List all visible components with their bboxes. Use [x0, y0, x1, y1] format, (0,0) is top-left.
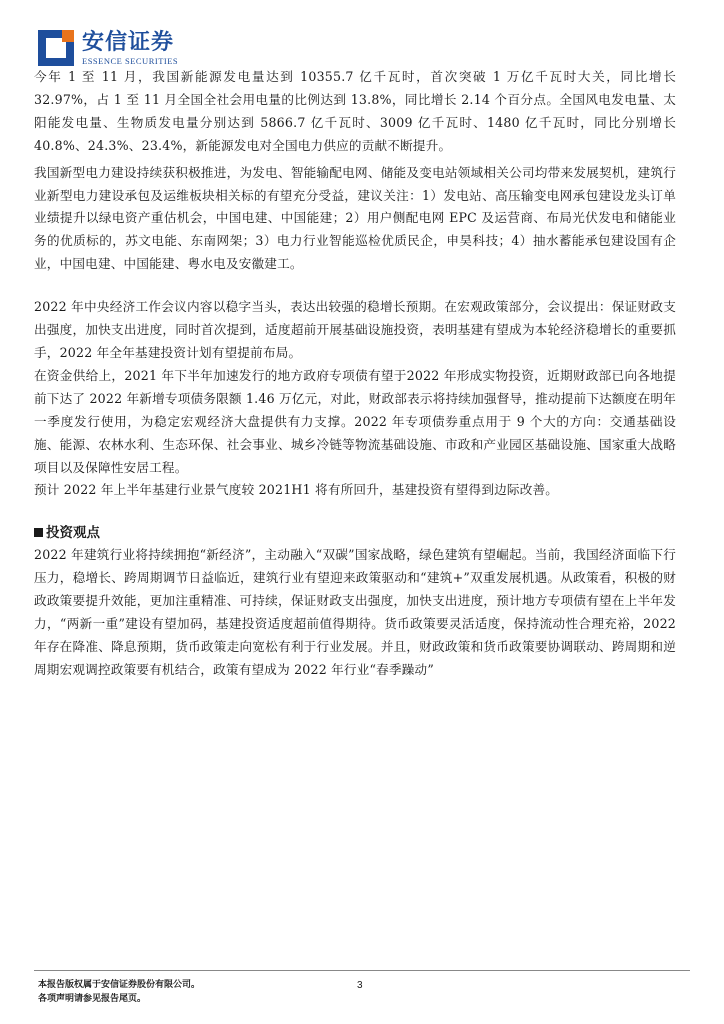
page-number: 3: [357, 980, 363, 991]
paragraph-forecast: 预计 2022 年上半年基建行业景气度较 2021H1 将有所回升，基建投资有望得到边际改善。: [34, 482, 559, 498]
logo-text: [82, 30, 178, 66]
company-logo: [38, 30, 178, 66]
footer-divider: [34, 970, 690, 971]
section-title: 投资观点: [46, 525, 100, 542]
square-bullet-icon: [34, 528, 43, 537]
logo-name-en: ESSENCE SECURITIES: [82, 56, 179, 66]
disclaimer-notice: 各项声明请参见报告尾页。: [38, 994, 147, 1004]
paragraph-investment-view: 2022 年建筑行业将持续拥抱“新经济”，主动融入“双碳”国家战略，绿色建筑有望崛起。当前，我国经济面临下行压力，稳增长、跨周期调节日益临近，建筑行业有望迎来政策驱动和“建筑+”双重发展机遇。从政策看，积极的财政政策要提升效能，更加注重精准、可持续，保证财政支出强度，加快支出进度，预计地方专项债有望在上半年发力，“两新一重”建设有望加码，基建投资适度超前值得期待。货币政策要灵活适度，保持流动性合理充裕，2022 年存在降准、降息预期，货币政策走向宽松有利于行业发展。并且，财政政策和货币政策要协调联动、跨周期和逆周期宏观调控政策要有机结合，政策有望成为 2022 年行业“春季躁动”: [34, 547, 676, 677]
paragraph-funding-supply: 在资金供给上，2021 年下半年加速发行的地方政府专项债有望于2022 年形成实物投资，近期财政部已向各地提前下达了 2022 年新增专项债务限额 1.46 万亿元，对此，财政部表示将持续加强督导，推动提前下达额度在明年一季度发行使用，为稳定宏观经济大盘提供有力支撑。2022 年专项债券重点用于 9 个大的方向：交通基础设施、能源、农林水利、生态环保、社会事业、城乡冷链等物流基础设施、市政和产业园区基础设施、国家重大战略项目以及保障性安居工程。: [34, 367, 676, 475]
copyright-notice: 本报告版权属于安信证券股份有限公司。: [38, 980, 201, 990]
footer-disclaimer: [38, 978, 200, 1006]
logo-name-cn: 安信证券: [82, 30, 175, 55]
paragraph-power-grid: 我国新型电力建设持续获积极推进，为发电、智能输配电网、储能及变电站领域相关公司均带来发展契机，建筑行业新型电力建设承包及运维板块相关标的有望充分受益，建议关注：1）发电站、高压输变电网承包建设龙头订单业绩提升以绿电资产重估机会，中国电建、中国能建；2）用户侧配电网 EPC 及运营商、布局光伏发电和储能业务的优质标的，苏文电能、东南网架；3）电力行业智能巡检优质民企，申昊科技；4）抽水蓄能承包建设国有企业，中国电建、中国能建、粤水电及安徽建工。: [34, 164, 676, 272]
logo-mark-icon: [38, 30, 74, 66]
paragraph-economic-conference: 2022 年中央经济工作会议内容以稳字当头，表达出较强的稳增长预期。在宏观政策部分，会议提出：保证财政支出强度，加快支出进度，同时首次提到，适度超前开展基础设施投资，表明基建有望成为本轮经济稳增长的重要抓手，2022 年全年基建投资计划有望提前布局。: [34, 299, 676, 360]
section-heading: [34, 522, 676, 544]
paragraph-new-energy: 今年 1 至 11 月，我国新能源发电量达到 10355.7 亿千瓦时，首次突破 1 万亿千瓦时大关，同比增长 32.97%，占 1 至 11 月全国全社会用电量的比例达到 13.8%，同比增长 2.14 个百分点。全国风电发电量、太阳能发电量、生物质发电量分别达到 5866.7 亿千瓦时、3009 亿千瓦时、1480 亿千瓦时，同比分别增长 40.8%、24.3%、23.4%，新能源发电对全国电力供应的贡献不断提升。: [34, 69, 676, 153]
report-body: [34, 66, 676, 682]
